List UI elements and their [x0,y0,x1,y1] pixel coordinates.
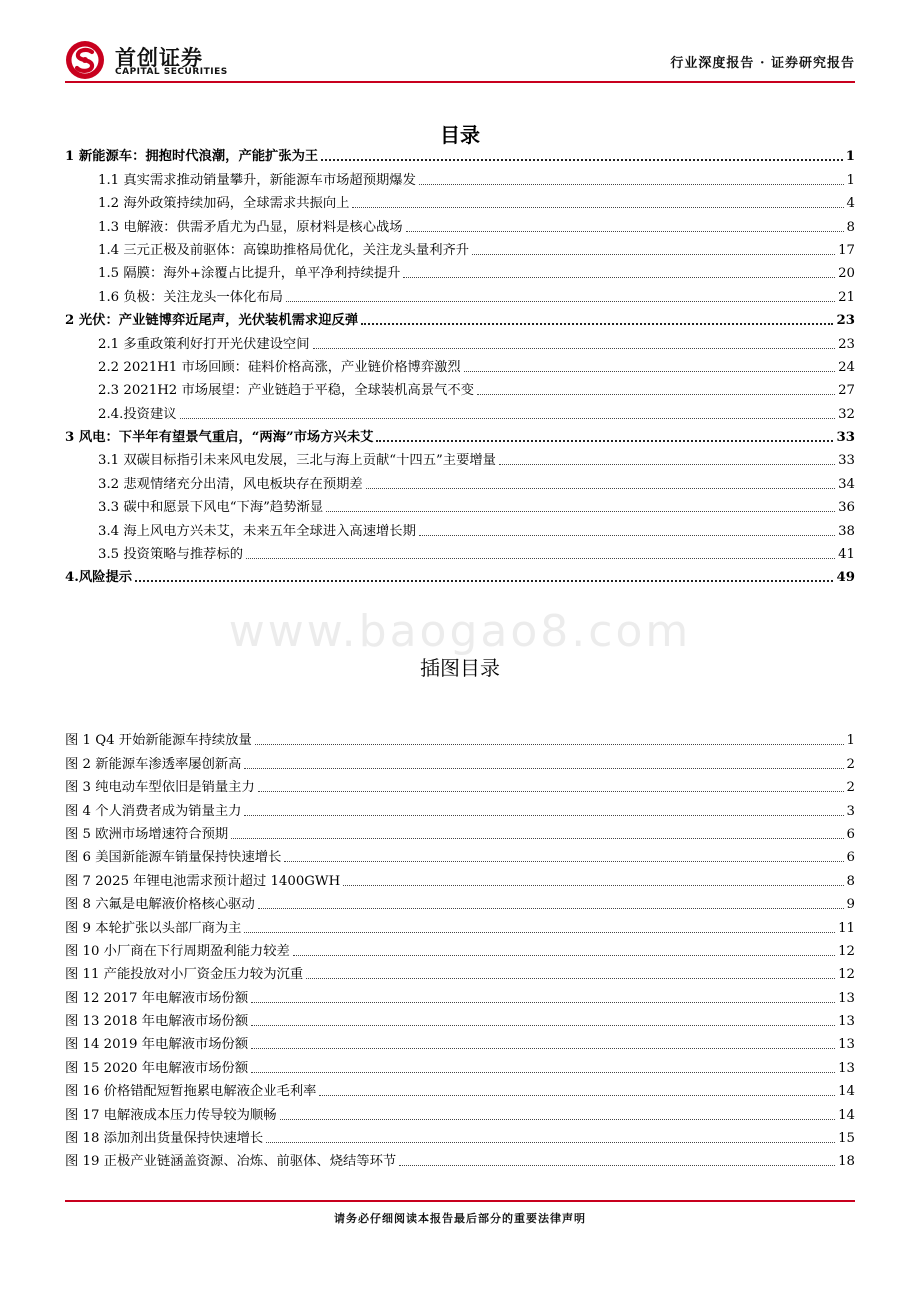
figure-entry-page-number: 8 [846,873,855,889]
toc-entry[interactable] [65,426,855,449]
figure-entry[interactable] [65,1150,855,1173]
toc-entry-label: 3 风电：下半年有望景气重启，“两海”市场方兴未艾 [65,430,374,446]
figure-entry-label: 图 15 2020 年电解液市场份额 [65,1060,249,1076]
figure-entry[interactable] [65,1010,855,1033]
watermark: www.baogao8.com [228,606,692,657]
dot-leader [499,464,835,465]
figure-entry[interactable] [65,986,855,1009]
dot-leader [258,791,844,792]
company-logo [65,38,265,80]
toc-entry-page-number: 4 [846,196,855,212]
dot-leader [419,535,835,536]
dot-leader [306,978,835,979]
toc-entry-page-number: 1 [846,172,855,188]
toc-entry[interactable] [65,543,855,566]
toc-entry-page-number: 34 [838,476,855,492]
figure-entry-label: 图 13 2018 年电解液市场份额 [65,1014,249,1030]
figure-entry-page-number: 9 [846,897,855,913]
toc-entry-label: 2.3 2021H2 市场展望：产业链趋于平稳，全球装机高景气不变 [98,383,475,399]
figure-entry-page-number: 11 [838,920,855,936]
dot-leader [244,768,843,769]
toc-entry[interactable] [65,285,855,308]
toc-entry-page-number: 21 [838,289,855,305]
figure-entry[interactable] [65,1056,855,1079]
logo-english-name: CAPITAL SECURITIES [115,67,228,77]
figure-entry-label: 图 10 小厂商在下行周期盈利能力较差 [65,943,290,959]
dot-leader [280,1119,836,1120]
footer-divider [65,1200,855,1202]
dot-leader [343,885,843,886]
dot-leader [286,301,835,302]
figure-entry[interactable] [65,940,855,963]
dot-leader [319,1095,835,1096]
table-of-contents [65,145,855,589]
dot-leader [246,558,835,559]
toc-entry-page-number: 24 [838,359,855,375]
figure-entry[interactable] [65,729,855,752]
dot-leader [352,207,843,208]
figure-entry-page-number: 6 [846,850,855,866]
figure-entry-label: 图 6 美国新能源车销量保持快速增长 [65,850,282,866]
toc-entry[interactable] [65,566,855,589]
figure-entry-label: 图 18 添加剂出货量保持快速增长 [65,1131,264,1147]
toc-entry-page-number: 23 [836,313,855,329]
figure-entry-page-number: 15 [838,1131,855,1147]
figure-entry[interactable] [65,893,855,916]
dot-leader [376,440,833,442]
figure-entry[interactable] [65,916,855,939]
toc-entry-label: 3.3 碳中和愿景下风电“下海”趋势渐显 [98,500,324,516]
toc-entry[interactable] [65,519,855,542]
figure-entry-page-number: 2 [846,780,855,796]
dot-leader [321,159,843,161]
figure-entry-label: 图 12 2017 年电解液市场份额 [65,990,249,1006]
toc-entry-label: 1.3 电解液：供需矛盾尤为凸显，原材料是核心战场 [98,219,403,235]
figure-list [65,729,855,1173]
dot-leader [399,1165,835,1166]
dot-leader [251,1048,835,1049]
toc-title: 目录 [440,123,480,147]
figure-entry[interactable] [65,846,855,869]
dot-leader [255,744,844,745]
toc-entry[interactable] [65,192,855,215]
figure-entry[interactable] [65,963,855,986]
toc-entry-label: 4.风险提示 [65,570,133,586]
toc-entry-page-number: 38 [838,523,855,539]
dot-leader [477,394,835,395]
toc-entry-page-number: 23 [838,336,855,352]
figure-entry-page-number: 14 [838,1107,855,1123]
toc-entry-label: 1.2 海外政策持续加码，全球需求共振向上 [98,196,350,212]
dot-leader [231,838,843,839]
toc-entry-page-number: 20 [838,266,855,282]
figure-entry-label: 图 7 2025 年锂电池需求预计超过 1400GWH [65,873,341,889]
dot-leader [244,932,835,933]
dot-leader [472,254,835,255]
legal-disclaimer: 请务必仔细阅读本报告最后部分的重要法律声明 [334,1212,586,1225]
dot-leader [419,184,844,185]
capital-securities-logo-icon [65,40,105,80]
dot-leader [313,348,836,349]
toc-entry-page-number: 32 [838,406,855,422]
toc-entry-page-number: 41 [838,547,855,563]
toc-entry[interactable] [65,379,855,402]
toc-entry[interactable] [65,496,855,519]
toc-entry-label: 2.2 2021H1 市场回顾：硅料价格高涨，产业链价格博弈激烈 [98,359,461,375]
figure-entry-label: 图 2 新能源车渗透率屡创新高 [65,756,242,772]
toc-entry-label: 2.1 多重政策利好打开光伏建设空间 [98,336,310,352]
toc-entry-page-number: 8 [846,219,855,235]
figure-entry-page-number: 13 [838,1037,855,1053]
figure-entry[interactable] [65,1033,855,1056]
dot-leader [326,511,835,512]
figure-entry-page-number: 1 [846,733,855,749]
figure-entry-page-number: 13 [838,990,855,1006]
toc-entry[interactable] [65,449,855,472]
figure-entry[interactable] [65,823,855,846]
figure-entry-label: 图 8 六氟是电解液价格核心驱动 [65,897,255,913]
figure-entry-page-number: 3 [846,803,855,819]
figure-list-title: 插图目录 [420,656,500,680]
figure-entry[interactable] [65,1103,855,1126]
toc-entry-label: 3.1 双碳目标指引未来风电发展，三北与海上贡献“十四五”主要增量 [98,453,496,469]
toc-entry[interactable] [65,145,855,168]
dot-leader [406,231,844,232]
toc-entry[interactable] [65,356,855,379]
dot-leader [403,277,835,278]
toc-entry-page-number: 49 [836,570,855,586]
logo-chinese-name: 首创证券 [115,46,203,70]
toc-entry-page-number: 1 [845,149,855,165]
report-type-label: 行业深度报告 · 证券研究报告 [670,56,855,71]
toc-entry-label: 1.6 负极：关注龙头一体化布局 [98,289,283,305]
dot-leader [244,815,843,816]
dot-leader [366,488,835,489]
header-divider [65,81,855,83]
figure-entry-label: 图 19 正极产业链涵盖资源、冶炼、前驱体、烧结等环节 [65,1154,397,1170]
toc-entry[interactable] [65,262,855,285]
figure-entry-label: 图 14 2019 年电解液市场份额 [65,1037,249,1053]
toc-entry-label: 2 光伏：产业链博弈近尾声，光伏装机需求迎反弹 [65,313,359,329]
toc-entry[interactable] [65,239,855,262]
figure-entry-label: 图 1 Q4 开始新能源车持续放量 [65,733,252,749]
figure-entry-page-number: 14 [838,1084,855,1100]
toc-entry-label: 3.5 投资策略与推荐标的 [98,547,244,563]
toc-entry-page-number: 17 [838,242,855,258]
figure-entry-page-number: 12 [838,943,855,959]
dot-leader [251,1072,835,1073]
page-header [65,38,855,80]
toc-entry-page-number: 36 [838,500,855,516]
toc-entry-label: 3.2 悲观情绪充分出清，风电板块存在预期差 [98,476,363,492]
figure-entry-page-number: 6 [846,826,855,842]
figure-entry[interactable] [65,799,855,822]
figure-entry-page-number: 12 [838,967,855,983]
dot-leader [135,580,833,582]
figure-entry-label: 图 3 纯电动车型依旧是销量主力 [65,780,255,796]
dot-leader [180,418,836,419]
toc-entry-label: 1.1 真实需求推动销量攀升，新能源车市场超预期爆发 [98,172,416,188]
figure-entry[interactable] [65,1080,855,1103]
dot-leader [266,1142,835,1143]
figure-entry-page-number: 13 [838,1060,855,1076]
figure-entry-label: 图 9 本轮扩张以头部厂商为主 [65,920,242,936]
toc-entry[interactable] [65,215,855,238]
toc-entry[interactable] [65,402,855,425]
dot-leader [251,1002,835,1003]
toc-entry[interactable] [65,309,855,332]
dot-leader [258,908,844,909]
dot-leader [464,371,835,372]
toc-entry-label: 1.5 隔膜：海外+涂覆占比提升，单平净利持续提升 [98,266,401,282]
dot-leader [361,323,833,325]
toc-entry[interactable] [65,332,855,355]
figure-entry[interactable] [65,1127,855,1150]
figure-entry-label: 图 17 电解液成本压力传导较为顺畅 [65,1107,277,1123]
toc-entry-page-number: 33 [838,453,855,469]
toc-entry-label: 1.4 三元正极及前驱体：高镍助推格局优化，关注龙头量利齐升 [98,242,470,258]
dot-leader [293,955,835,956]
dot-leader [251,1025,835,1026]
figure-entry[interactable] [65,776,855,799]
dot-leader [284,861,843,862]
figure-entry-label: 图 4 个人消费者成为销量主力 [65,803,242,819]
toc-entry[interactable] [65,168,855,191]
figure-entry-label: 图 16 价格错配短暂拖累电解液企业毛利率 [65,1084,317,1100]
figure-entry-page-number: 18 [838,1154,855,1170]
toc-entry-label: 1 新能源车：拥抱时代浪潮，产能扩张为王 [65,149,319,165]
figure-entry-page-number: 13 [838,1014,855,1030]
toc-entry-label: 3.4 海上风电方兴未艾，未来五年全球进入高速增长期 [98,523,416,539]
toc-entry-page-number: 33 [836,430,855,446]
figure-entry-label: 图 11 产能投放对小厂资金压力较为沉重 [65,967,304,983]
figure-entry[interactable] [65,869,855,892]
figure-entry[interactable] [65,752,855,775]
toc-entry-page-number: 27 [838,383,855,399]
figure-entry-label: 图 5 欧洲市场增速符合预期 [65,826,229,842]
toc-entry[interactable] [65,472,855,495]
toc-entry-label: 2.4.投资建议 [98,406,177,422]
figure-entry-page-number: 2 [846,756,855,772]
